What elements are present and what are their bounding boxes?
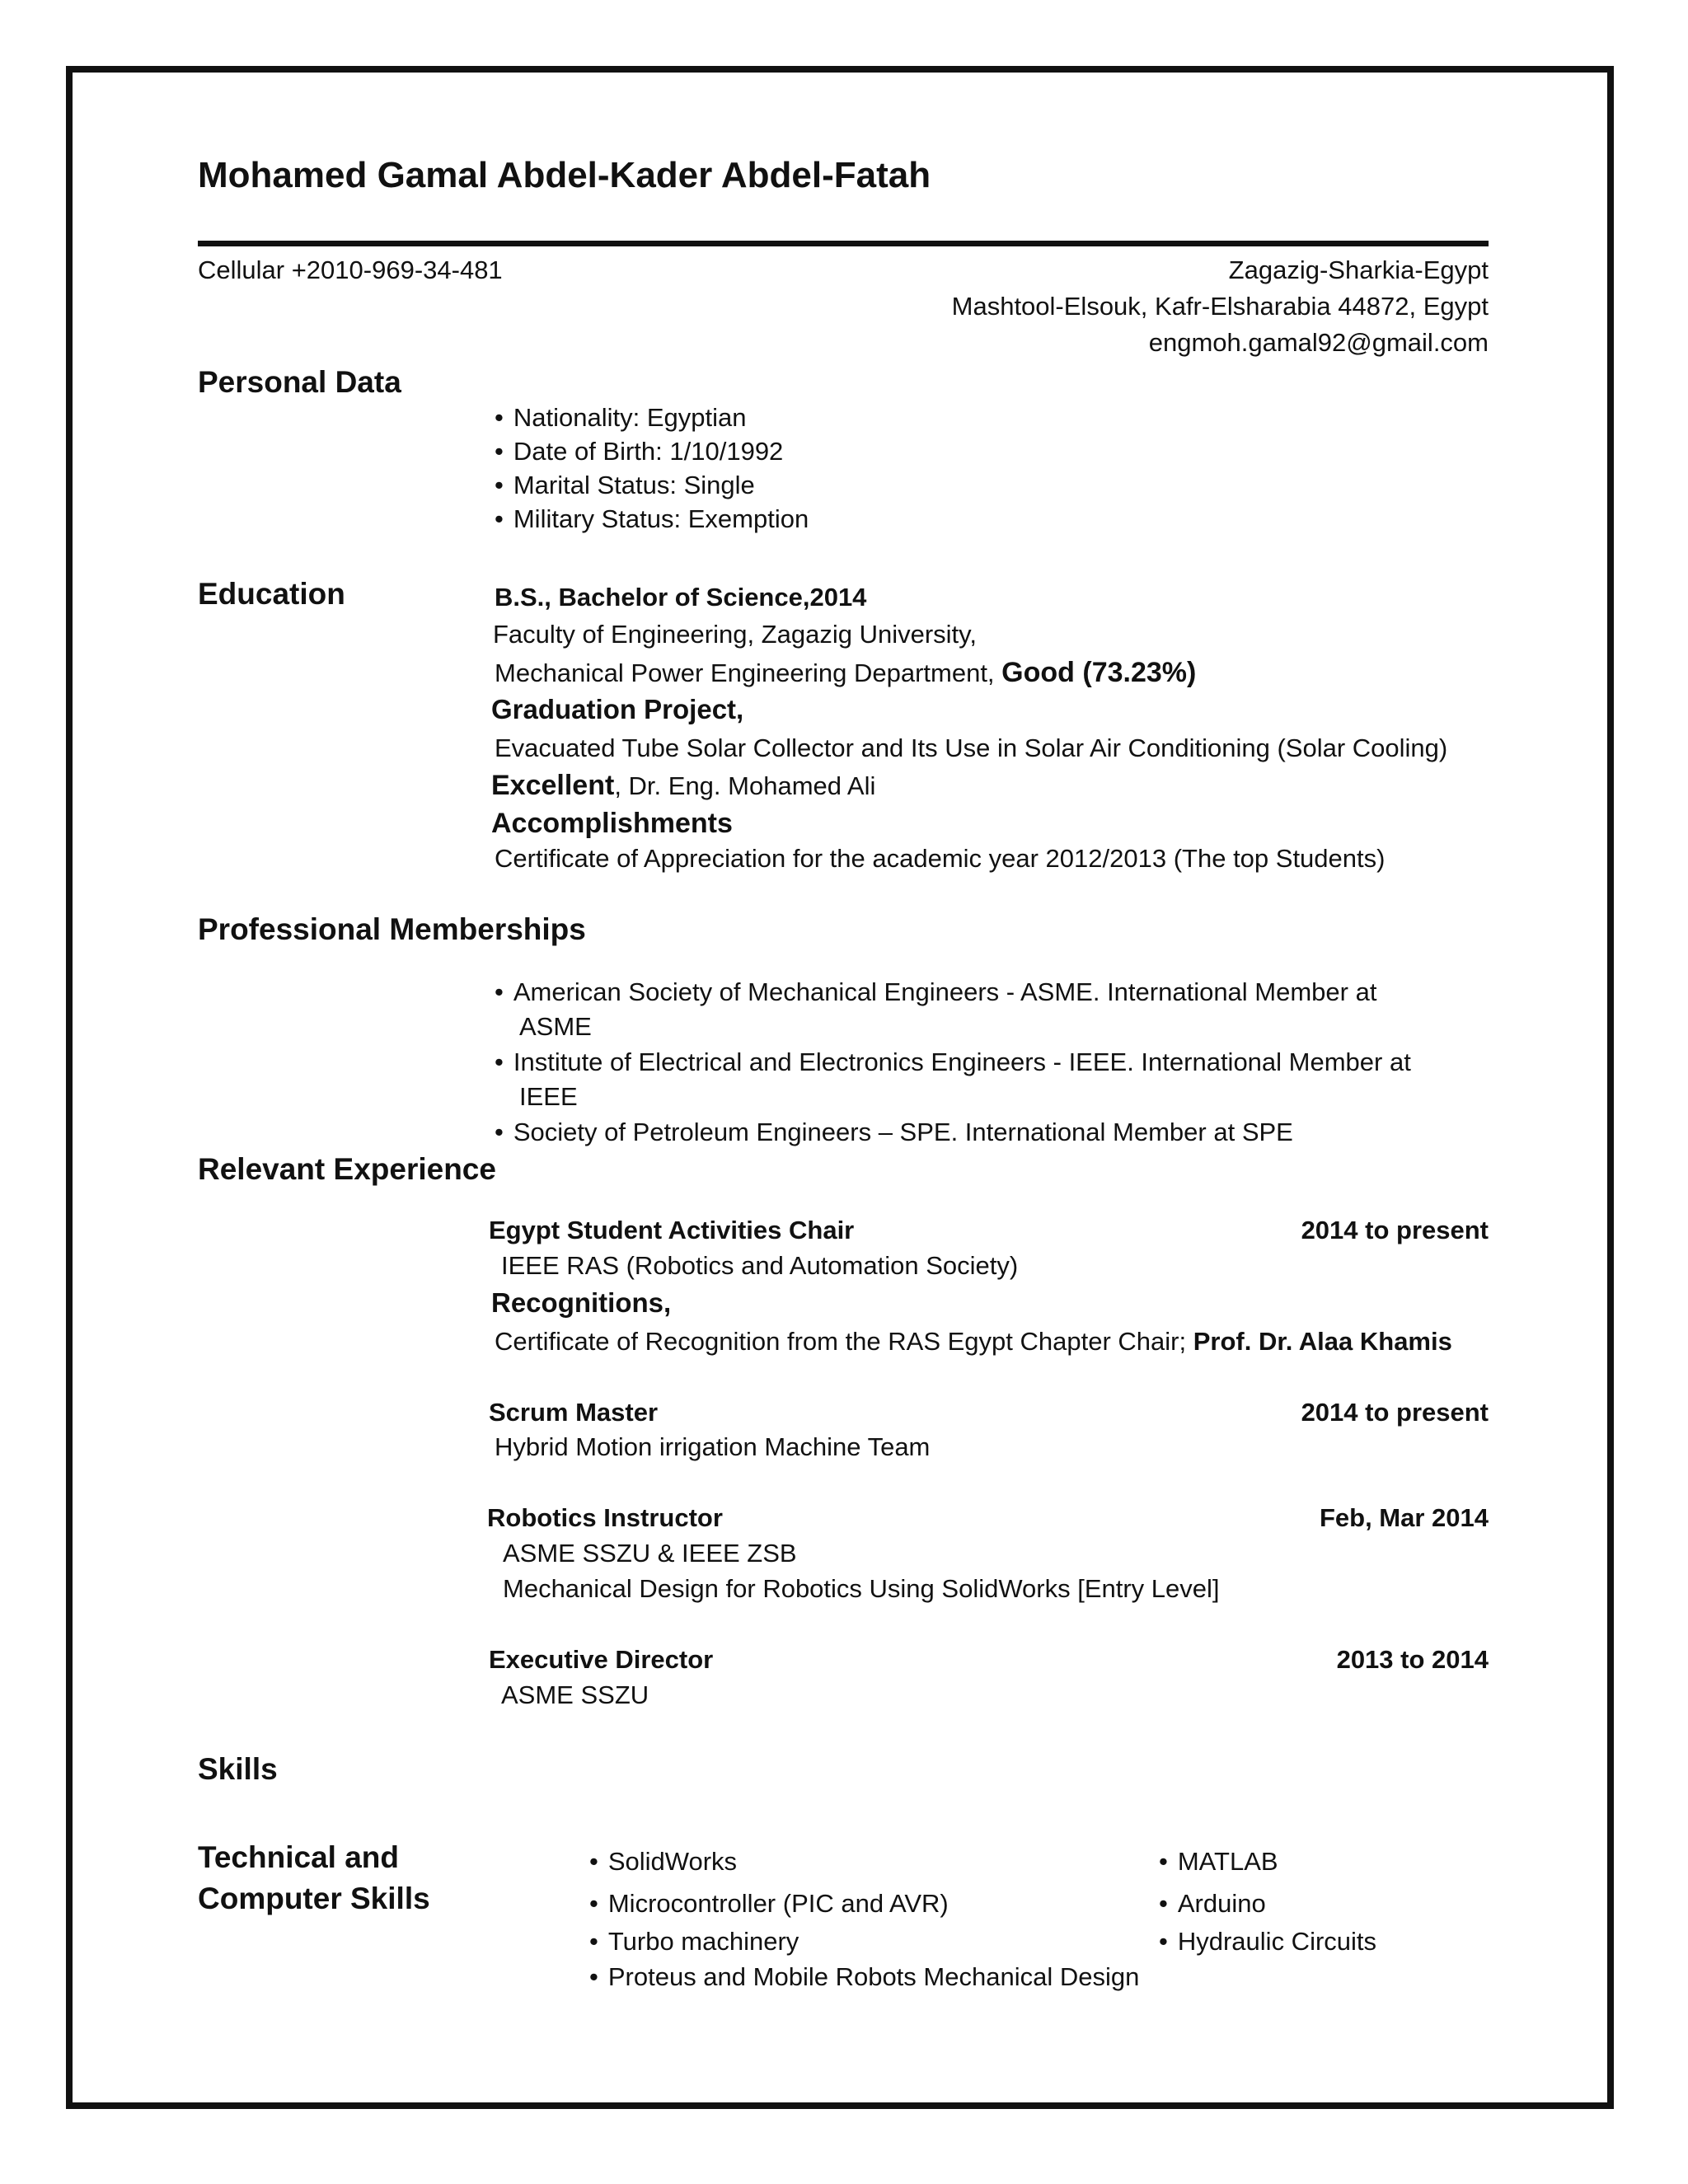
project-grade: Excellent [491, 770, 615, 801]
department-line [495, 657, 1196, 689]
job-date: 2013 to 2014 [1336, 1645, 1489, 1674]
skill-item: • MATLAB [1159, 1847, 1278, 1877]
personal-data-heading: Personal Data [198, 365, 401, 399]
address-street: Mashtool-Elsouk, Kafr-Elsharabia 44872, Egypt [951, 292, 1489, 321]
faculty: Faculty of Engineering, Zagazig University, [493, 620, 977, 649]
header-divider [198, 241, 1489, 246]
memberships-heading: Professional Memberships [198, 912, 586, 946]
resume-name: Mohamed Gamal Abdel-Kader Abdel-Fatah [198, 155, 931, 195]
personal-item-military: • Military Status: Exemption [495, 504, 809, 534]
cellular-number: Cellular +2010-969-34-481 [198, 255, 503, 284]
job-org: ASME SSZU [501, 1680, 649, 1709]
degree: B.S., Bachelor of Science,2014 [495, 583, 867, 612]
recognition-text: Certificate of Recognition from the RAS Egypt Chapter Chair; [495, 1327, 1187, 1356]
personal-item-birth: • Date of Birth: 1/10/1992 [495, 437, 783, 466]
membership-asme: • American Society of Mechanical Engineers - ASME. International Member at [495, 977, 1376, 1007]
skill-item: • Turbo machinery [589, 1927, 799, 1957]
accomplishment: Certificate of Appreciation for the academic year 2012/2013 (The top Students) [495, 844, 1386, 873]
recognitions-heading: Recognitions, [491, 1287, 672, 1318]
tech-skills-heading-2: Computer Skills [198, 1882, 430, 1915]
job-org: IEEE RAS (Robotics and Automation Society) [501, 1251, 1019, 1280]
recognition-line [495, 1327, 1452, 1357]
tech-skills-heading-1: Technical and [198, 1840, 399, 1874]
skill-item: • Hydraulic Circuits [1159, 1927, 1376, 1957]
personal-item-nationality: • Nationality: Egyptian [495, 403, 746, 433]
job-org: ASME SSZU & IEEE ZSB [503, 1539, 797, 1568]
membership-ieee-cont: IEEE [519, 1082, 578, 1111]
skills-heading: Skills [198, 1752, 278, 1786]
skill-item: • SolidWorks [589, 1847, 737, 1877]
address-city: Zagazig-Sharkia-Egypt [1228, 255, 1489, 284]
project-grade-line [491, 770, 875, 802]
job-detail: Mechanical Design for Robotics Using SolidWorks [Entry Level] [503, 1574, 1220, 1603]
job-org: Hybrid Motion irrigation Machine Team [495, 1432, 931, 1461]
job-date: 2014 to present [1301, 1398, 1489, 1427]
grade: Good (73.23%) [1001, 657, 1197, 688]
membership-ieee: • Institute of Electrical and Electronics Engineers - IEEE. International Member at [495, 1047, 1411, 1077]
job-title: Robotics Instructor [487, 1503, 723, 1532]
project-title: Evacuated Tube Solar Collector and Its Use in Solar Air Conditioning (Solar Cooling) [495, 733, 1448, 762]
experience-heading: Relevant Experience [198, 1152, 496, 1186]
job-date: Feb, Mar 2014 [1319, 1503, 1489, 1532]
recognition-person: Prof. Dr. Alaa Khamis [1193, 1327, 1452, 1356]
email-address: engmoh.gamal92@gmail.com [1148, 328, 1489, 357]
department: Mechanical Power Engineering Department, [495, 658, 995, 687]
skill-item: • Proteus and Mobile Robots Mechanical Design [589, 1962, 1139, 1992]
job-title: Egypt Student Activities Chair [489, 1216, 855, 1244]
accomplishments-heading: Accomplishments [491, 808, 733, 839]
membership-asme-cont: ASME [519, 1012, 592, 1041]
graduation-project-heading: Graduation Project, [491, 694, 744, 724]
personal-item-marital: • Marital Status: Single [495, 471, 755, 500]
skill-item: • Arduino [1159, 1889, 1266, 1919]
membership-spe: • Society of Petroleum Engineers – SPE. International Member at SPE [495, 1118, 1293, 1147]
project-supervisor: , Dr. Eng. Mohamed Ali [614, 771, 876, 800]
job-title: Scrum Master [489, 1398, 659, 1427]
job-date: 2014 to present [1301, 1216, 1489, 1244]
education-heading: Education [198, 577, 345, 611]
skill-item: • Microcontroller (PIC and AVR) [589, 1889, 949, 1919]
job-title: Executive Director [489, 1645, 714, 1674]
